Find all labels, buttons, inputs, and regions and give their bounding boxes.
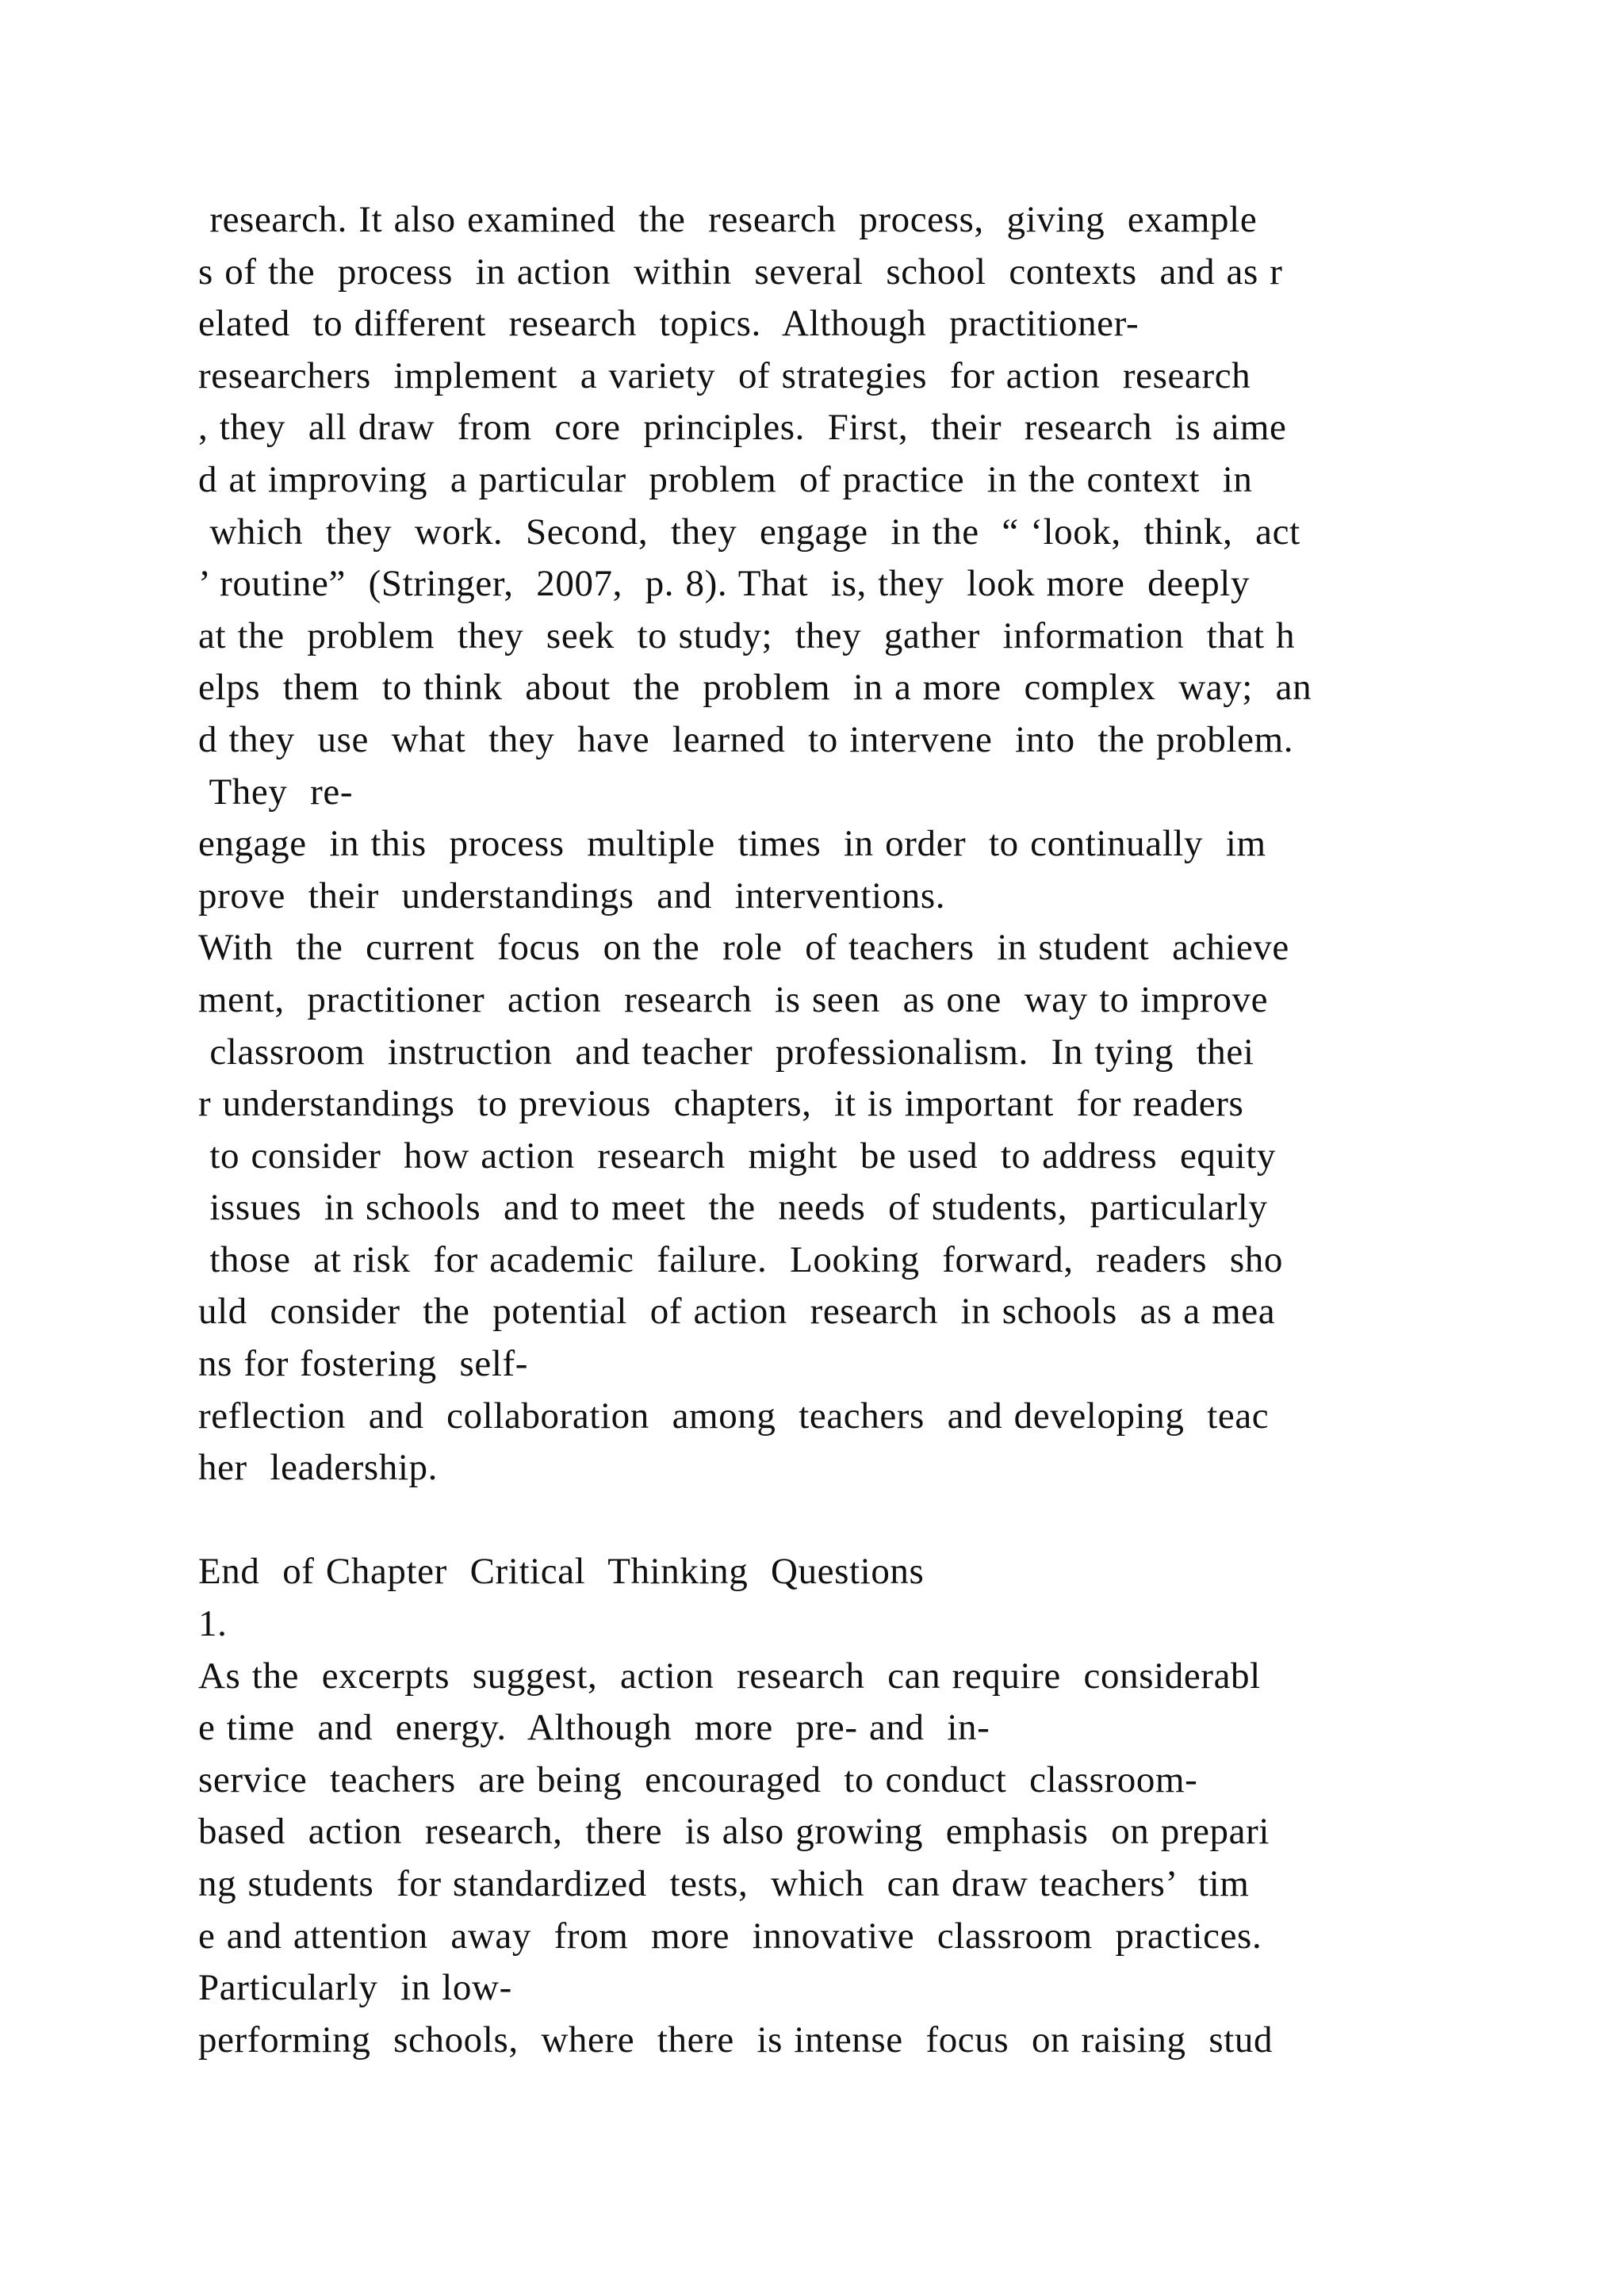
text-line: prove their understandings and interventions. xyxy=(198,874,946,916)
text-line: e and attention away from more innovative classroom practices. xyxy=(198,1915,1262,1957)
text-line: those at risk for academic failure. Looking forward, readers sho xyxy=(198,1238,1283,1280)
text-line: Particularly in low- xyxy=(198,1967,512,2009)
text-line: to consider how action research might be used to address equity xyxy=(198,1135,1277,1177)
text-line: With the current focus on the role of teachers in student achieve xyxy=(198,927,1289,969)
body-text xyxy=(198,194,1451,2066)
text-line: ns for fostering self- xyxy=(198,1343,528,1385)
text-line: research. It also examined the research process, giving example xyxy=(198,199,1258,240)
question-number: 1. xyxy=(198,1603,228,1645)
text-line: As the excerpts suggest, action research can require considerabl xyxy=(198,1655,1261,1697)
text-line: reflection and collaboration among teachers and developing teac xyxy=(198,1395,1270,1437)
text-line: r understandings to previous chapters, it is important for readers xyxy=(198,1083,1244,1125)
text-line: performing schools, where there is intense focus on raising stud xyxy=(198,2019,1274,2061)
blank-line xyxy=(198,1494,1451,1547)
text-line: ng students for standardized tests, which can draw teachers’ tim xyxy=(198,1863,1250,1904)
text-line: d at improving a particular problem of practice in the context in xyxy=(198,458,1253,500)
text-line: s of the process in action within several school contexts and as r xyxy=(198,251,1283,293)
text-line: uld consider the potential of action research in schools as a mea xyxy=(198,1291,1276,1333)
text-line: elated to different research topics. Although practitioner- xyxy=(198,303,1139,345)
text-line: at the problem they seek to study; they gather information that h xyxy=(198,614,1296,656)
text-line: , they all draw from core principles. First, their research is aime xyxy=(198,407,1287,449)
text-line: d they use what they have learned to intervene into the problem. xyxy=(198,718,1294,760)
text-line: which they work. Second, they engage in the “ ‘look, think, act xyxy=(198,511,1300,553)
text-line: classroom instruction and teacher professionalism. In tying thei xyxy=(198,1031,1254,1073)
text-line: engage in this process multiple times in order to continually im xyxy=(198,823,1266,865)
text-line: elps them to think about the problem in a more complex way; an xyxy=(198,667,1312,709)
text-line: e time and energy. Although more pre- and in- xyxy=(198,1707,990,1749)
text-line: They re- xyxy=(198,771,354,813)
text-line: researchers implement a variety of strategies for action research xyxy=(198,354,1251,396)
text-line: ment, practitioner action research is seen as one way to improve xyxy=(198,978,1269,1020)
text-line: her leadership. xyxy=(198,1447,439,1489)
text-line: ’ routine” (Stringer, 2007, p. 8). That is, they look more deeply xyxy=(198,563,1251,605)
text-line: based action research, there is also growing emphasis on prepari xyxy=(198,1811,1270,1853)
text-line: issues in schools and to meet the needs of students, particularly xyxy=(198,1187,1268,1229)
text-line: service teachers are being encouraged to conduct classroom- xyxy=(198,1758,1198,1800)
section-heading: End of Chapter Critical Thinking Questions xyxy=(198,1551,925,1593)
